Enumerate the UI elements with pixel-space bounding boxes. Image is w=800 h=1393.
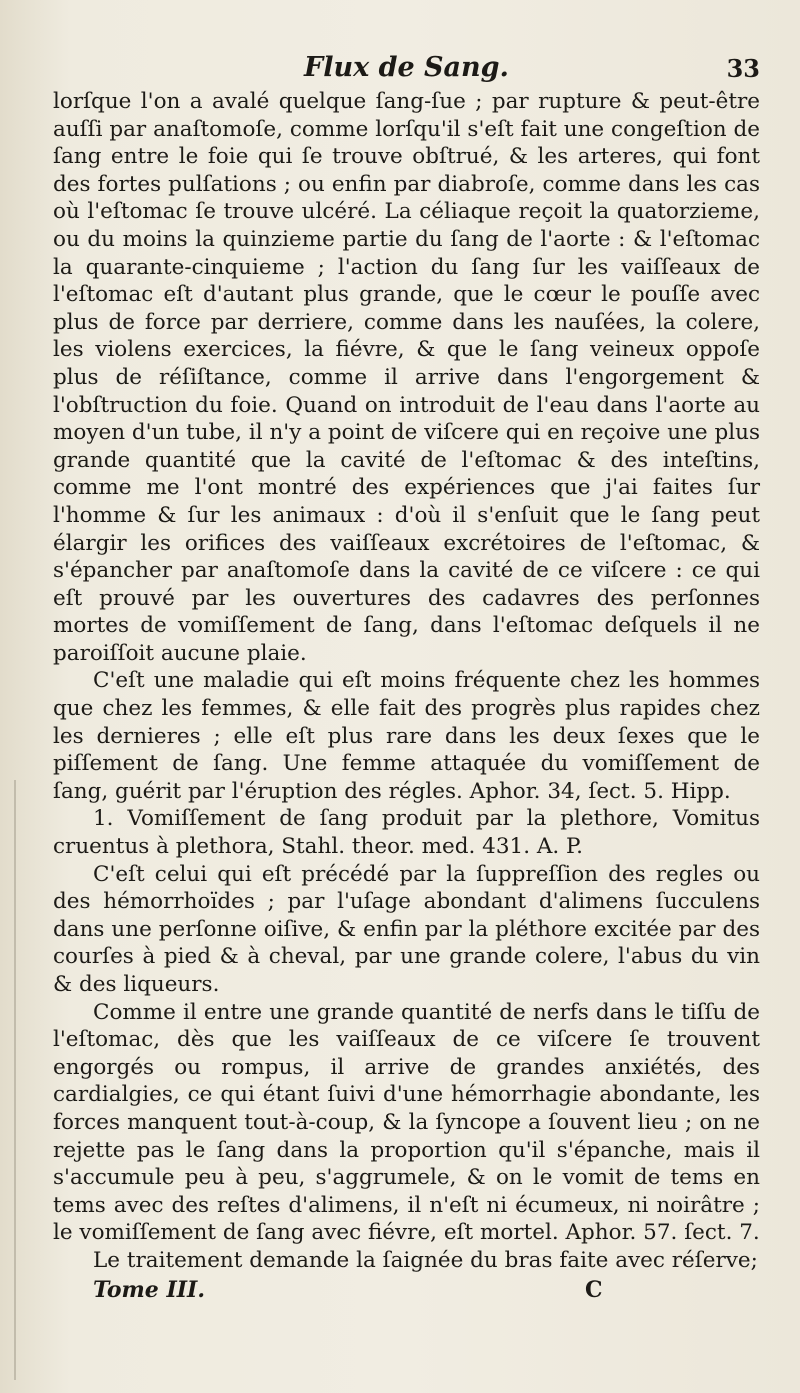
page-header	[53, 52, 760, 88]
page-footer	[53, 1277, 760, 1307]
running-title: Flux de Sang.	[304, 52, 509, 83]
paragraph: C'eſt une maladie qui eſt moins fréquente chez les hommes que chez les femmes, & elle fait des progrès plus rapides chez les dernieres ; elle eſt plus rare dans les deux ſexes que le piſſement de ſang. Une femme attaquée du vomiſſement de ſang, guérit par l'éruption des régles. Aphor. 34, ſect. 5. Hipp.	[53, 668, 760, 804]
paragraph: Le traitement demande la ſaignée du bras faite avec réſerve;	[93, 1247, 758, 1273]
page-edge-shadow	[14, 780, 16, 1380]
paragraph: C'eſt celui qui eſt précédé par la ſuppreſſion des regles ou des hémorrhoïdes ; par l'uſage abondant d'alimens ſucculens dans une perſonne oiſive, & enfin par la pléthore excitée par des courſes à pied & à cheval, par une grande colere, l'abus du vin & des liqueurs.	[53, 861, 760, 997]
paragraph: Comme il entre une grande quantité de nerfs dans le tiſſu de l'eſtomac, dès que les vaiſſeaux de ce viſcere ſe trouvent engorgés ou rompus, il arrive de grandes anxiétés, des cardialgies, ce qui étant ſuivi d'une hémorrhagie abondante, les forces manquent tout-à-coup, & la ſyncope a ſouvent lieu ; on ne rejette pas le ſang dans la proportion qu'il s'épanche, mais il s'accumule peu à peu, s'aggrumele, & on le vomit de tems en tems avec des reſtes d'alimens, il n'eſt ni écumeux, ni noirâtre ; le vomiſſement de ſang avec fiévre, eſt mortel. Aphor. 57. ſect. 7.	[53, 999, 760, 1246]
signature-mark: C	[585, 1276, 603, 1303]
page-number: 33	[726, 54, 760, 83]
body-text	[53, 88, 760, 1275]
paragraph-continuation: lorſque l'on a avalé quelque ſang-ſue ; par rupture & peut-être auſſi par anaſtomoſe, comme lorſqu'il s'eſt fait une congeſtion de ſang entre le foie qui ſe trouve obſtrué, & les arteres, qui font des fortes pulſations ; ou enfin par diabroſe, comme dans les cas où l'eſtomac ſe trouve ulcéré. La céliaque reçoit la quatorzieme, ou du moins la quinzieme partie du ſang de l'aorte : & l'eſtomac la quarante-cinquieme ; l'action du ſang ſur les vaiſſeaux de l'eſtomac eſt d'autant plus grande, que le cœur le pouſſe avec plus de force par derriere, comme dans les nauſées, la colere, les violens exercices, la fiévre, & que le ſang veineux oppoſe plus de réſiſtance, comme il arrive dans l'engorgement & l'obſtruction du foie. Quand on introduit de l'eau dans l'aorte au moyen d'un tube, il n'y a point de viſcere qui en reçoive une plus grande quantité que la cavité de l'eſtomac & des inteſtins, comme me l'ont montré des expériences que j'ai faites ſur l'homme & ſur les animaux : d'où il s'enſuit que le ſang peut élargir les orifices des vaiſſeaux excrétoires de l'eſtomac, & s'épancher par anaſtomoſe dans la cavité de ce viſcere : ce qui eſt prouvé par les ouvertures des cadavres des perſonnes mortes de vomiſſement de ſang, dans l'eſtomac deſquels il ne paroiſſoit aucune plaie.	[53, 89, 760, 666]
volume-label: Tome III.	[93, 1276, 205, 1303]
numbered-section-heading: 1. Vomiſſement de ſang produit par la plethore, Vomitus cruentus à plethora, Stahl. theor. med. 431. A. P.	[53, 806, 760, 860]
